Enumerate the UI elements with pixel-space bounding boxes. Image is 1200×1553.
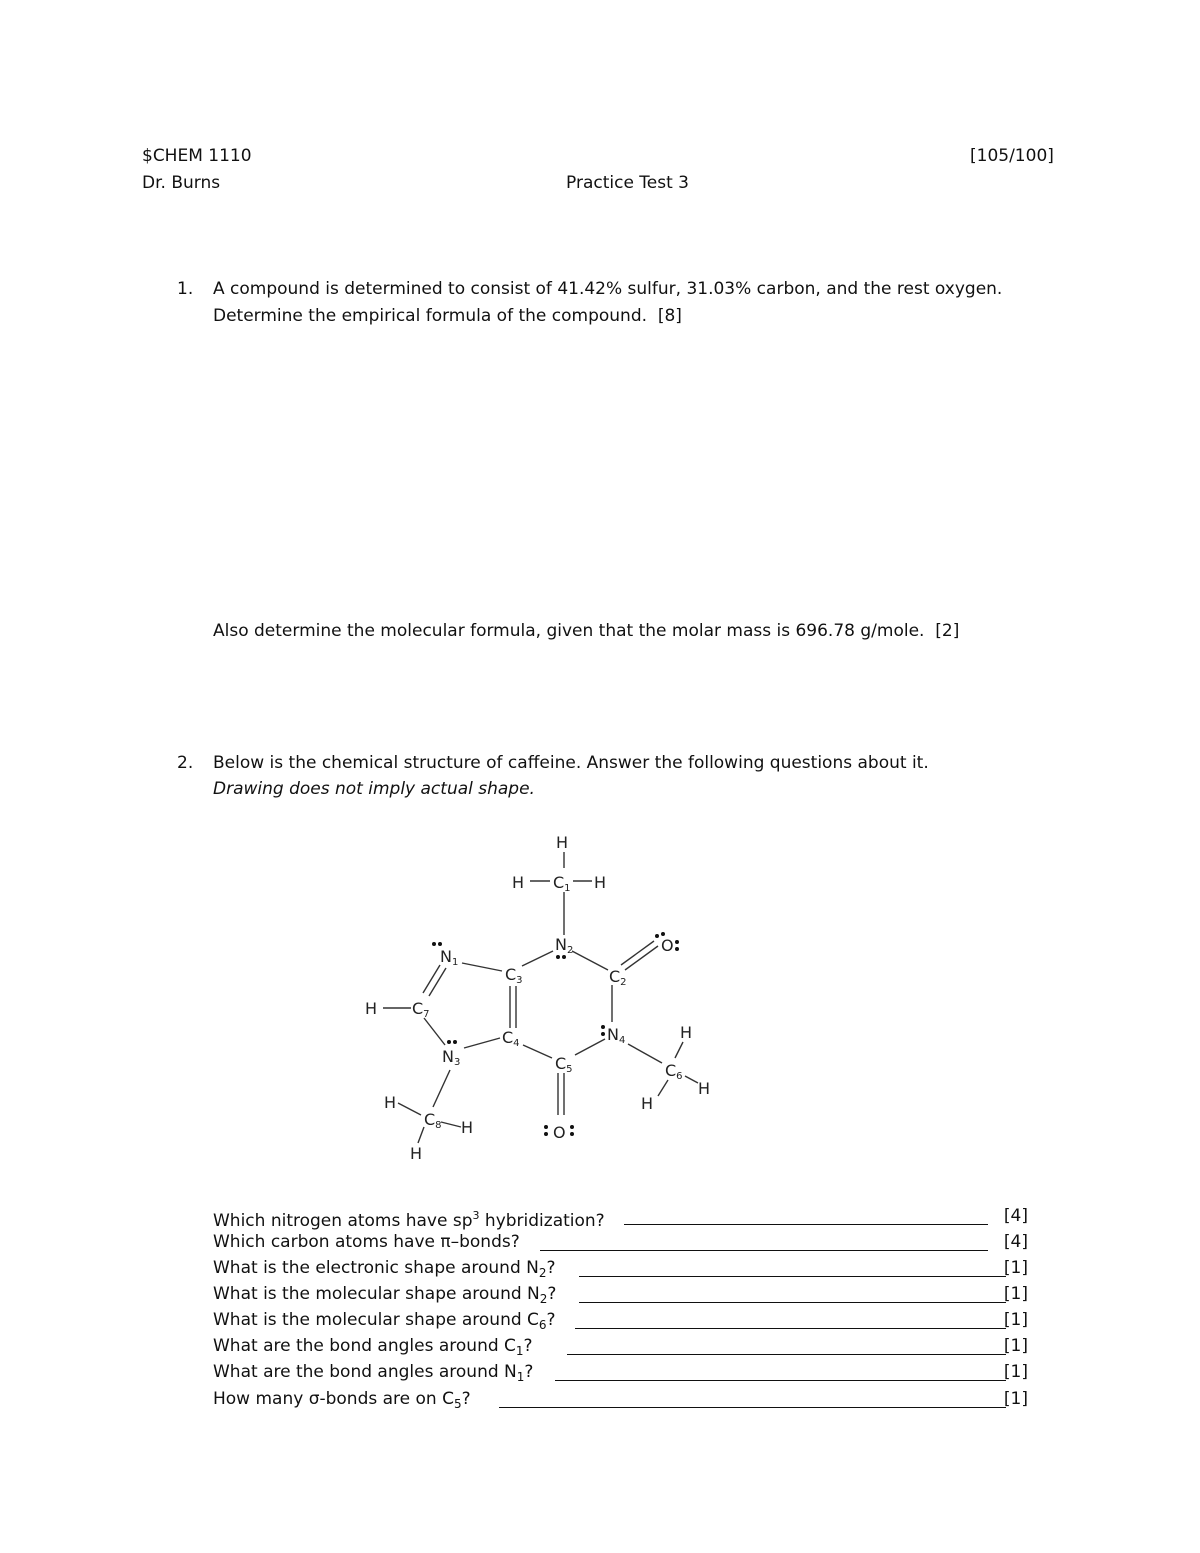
question-row (213, 1307, 1028, 1333)
question-points: [1] (1003, 1389, 1028, 1409)
question-row (213, 1386, 1028, 1412)
atom-n4: N4 (607, 1025, 626, 1046)
question-2-note: Drawing does not imply actual shape. (213, 779, 535, 799)
question-points: [1] (1003, 1258, 1028, 1278)
question-text: Which carbon atoms have π–bonds? (213, 1232, 520, 1252)
question-row (213, 1255, 1028, 1281)
atom-c7: C7 (412, 999, 430, 1020)
question-1-line1: A compound is determined to consist of 41.42% sulfur, 31.03% carbon, and the rest oxygen. (213, 279, 1003, 299)
answer-line[interactable] (540, 1250, 988, 1251)
score-label: [105/100] (970, 146, 1054, 166)
answer-line[interactable] (579, 1302, 1006, 1303)
question-points: [1] (1003, 1336, 1028, 1356)
question-row (213, 1229, 1028, 1255)
question-text: Which nitrogen atoms have $sp^3$ hybridization? (213, 1209, 605, 1231)
question-row (213, 1333, 1028, 1359)
answer-line[interactable] (499, 1407, 1006, 1408)
atom-n1: N1 (440, 947, 459, 968)
atom-c2: C2 (609, 967, 627, 988)
question-1-points: [8] (657, 306, 682, 326)
caffeine-structure (340, 820, 740, 1170)
question-2-line1: Below is the chemical structure of caffeine. Answer the following questions about it. (213, 753, 929, 773)
answer-line[interactable] (567, 1354, 1006, 1355)
question-text: What is the molecular shape around $N_2$? (213, 1284, 557, 1306)
question-points: [1] (1003, 1310, 1028, 1330)
atom-o: O (553, 1123, 566, 1142)
atom-h: H (556, 833, 569, 852)
atom-h: H (410, 1144, 423, 1163)
atom-o: O (661, 936, 674, 955)
atom-c6: C6 (665, 1061, 683, 1082)
question-1-followup-points: [2] (935, 621, 960, 641)
question-points: [4] (1003, 1232, 1028, 1252)
atom-h: H (461, 1118, 474, 1137)
atom-c8: C8 (424, 1110, 442, 1131)
question-1-line2-text: Determine the empirical formula of the compound. (213, 306, 648, 326)
question-text: How many σ-bonds are on $C_5$? (213, 1389, 471, 1411)
question-points: [1] (1003, 1284, 1028, 1304)
atom-h: H (680, 1023, 693, 1042)
test-title: Practice Test 3 (566, 173, 690, 193)
question-text: What is the molecular shape around $C_6$? (213, 1310, 556, 1332)
question-points: [1] (1003, 1362, 1028, 1382)
question-1-followup-text: Also determine the molecular formula, given that the molar mass is 696.78 g/mole. (213, 621, 925, 641)
question-1-followup (213, 620, 959, 642)
atom-c1: C1 (553, 873, 571, 894)
atom-c3: C3 (505, 965, 523, 986)
question-1-number: 1. (177, 279, 194, 299)
atom-h: H (365, 999, 378, 1018)
answer-line[interactable] (579, 1276, 1006, 1277)
atom-h: H (641, 1094, 654, 1113)
atom-h: H (594, 873, 607, 892)
atom-h: H (384, 1093, 397, 1112)
atom-n3: N3 (442, 1047, 461, 1068)
course-code: $CHEM 1110 (142, 146, 252, 166)
question-2-number: 2. (177, 753, 194, 773)
question-text: What are the bond angles around $N_1$? (213, 1362, 534, 1384)
question-points: [4] (1003, 1206, 1028, 1226)
instructor-name: Dr. Burns (142, 173, 221, 193)
answer-line[interactable] (555, 1380, 1006, 1381)
atom-n2: N2 (555, 935, 574, 956)
question-row (213, 1203, 1028, 1229)
question-row (213, 1359, 1028, 1385)
atom-h: H (698, 1079, 711, 1098)
answer-line[interactable] (575, 1328, 1006, 1329)
atom-c4: C4 (502, 1028, 520, 1049)
question-text: What is the electronic shape around $N_2$? (213, 1258, 556, 1280)
question-1-line2 (213, 305, 682, 327)
answer-line[interactable] (624, 1224, 988, 1225)
atom-c5: C5 (555, 1054, 573, 1075)
question-text: What are the bond angles around $C_1$? (213, 1336, 533, 1358)
atom-h: H (512, 873, 525, 892)
question-row (213, 1281, 1028, 1307)
